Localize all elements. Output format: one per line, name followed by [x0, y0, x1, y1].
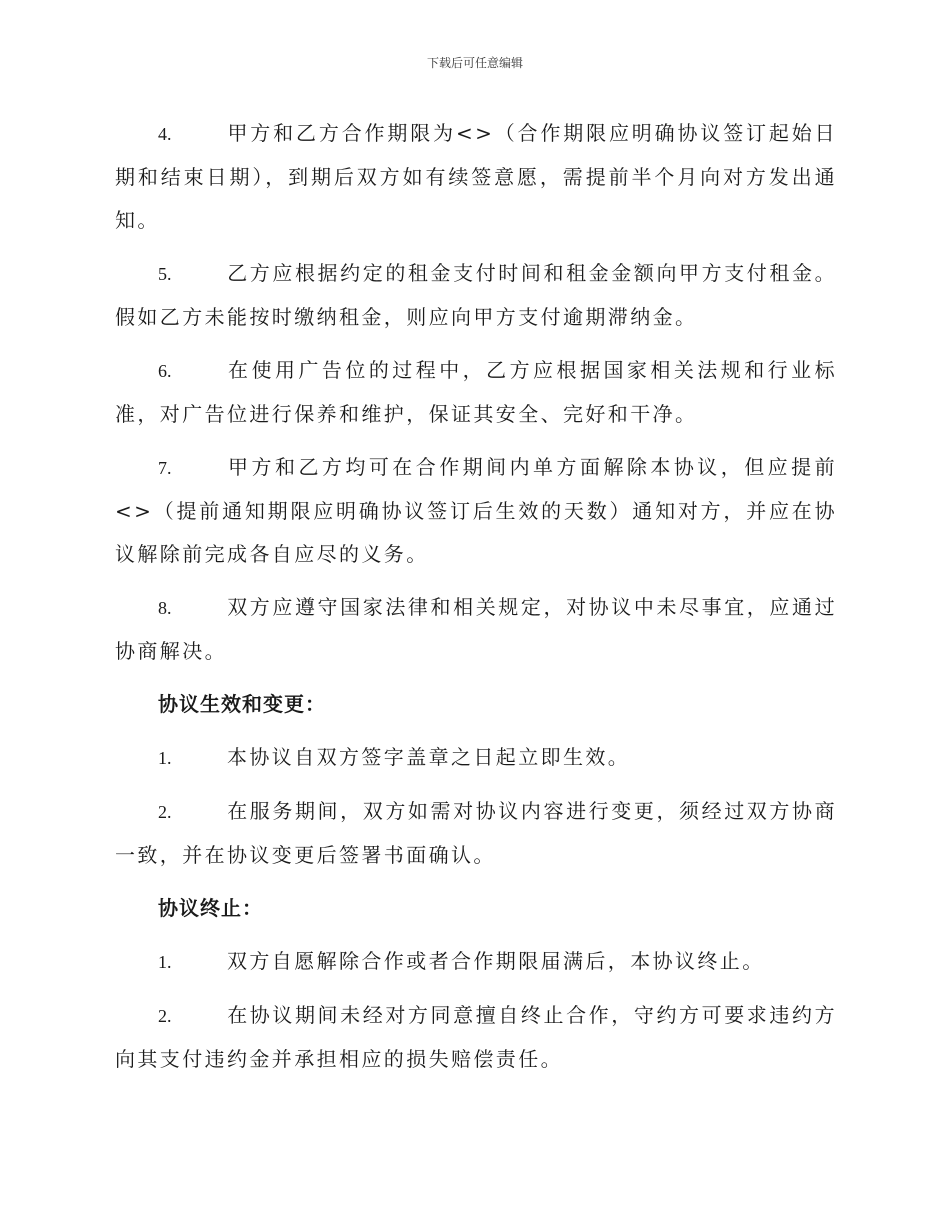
- clause-text: 乙方应根据约定的租金支付时间和租金金额向甲方支付租金。假如乙方未能按时缴纳租金，则应向甲方支付逾期滞纳金。: [115, 261, 837, 329]
- clause-5: [115, 252, 837, 339]
- clause-7: [115, 446, 837, 576]
- termination-clause-2: [115, 994, 837, 1081]
- clause-8: [115, 586, 837, 673]
- clause-text: 双方应遵守国家法律和相关规定，对协议中未尽事宜，应通过协商解决。: [115, 595, 837, 663]
- clause-number: 4.: [158, 124, 172, 144]
- clause-4: [115, 112, 837, 242]
- termination-clause-1: [115, 940, 837, 984]
- clause-number: 2.: [158, 1006, 172, 1026]
- clause-number: 6.: [158, 361, 172, 381]
- section-heading-termination: 协议终止：: [158, 896, 263, 920]
- clause-text: 在协议期间未经对方同意擅自终止合作，守约方可要求违约方向其支付违约金并承担相应的损失赔偿责任。: [115, 1003, 837, 1071]
- clause-text: 在使用广告位的过程中，乙方应根据国家相关法规和行业标准，对广告位进行保养和维护，保证其安全、完好和干净。: [115, 358, 837, 426]
- clause-6: [115, 349, 837, 436]
- clause-number: 2.: [158, 802, 172, 822]
- clause-text: 本协议自双方签字盖章之日起立即生效。: [227, 745, 631, 769]
- clause-number: 7.: [158, 458, 172, 478]
- clause-text: 甲方和乙方均可在合作期间内单方面解除本协议，但应提前<>（提前通知期限应明确协议签订后生效的天数）通知对方，并应在协议解除前完成各自应尽的义务。: [115, 455, 837, 566]
- effect-clause-2: [115, 790, 837, 877]
- clause-text: 在服务期间，双方如需对协议内容进行变更，须经过双方协商一致，并在协议变更后签署书面确认。: [115, 799, 837, 867]
- clause-number: 1.: [158, 952, 172, 972]
- document-body: [115, 112, 837, 1091]
- clause-text: 甲方和乙方合作期限为<>（合作期限应明确协议签订起始日期和结束日期），到期后双方如有续签意愿，需提前半个月向对方发出通知。: [115, 121, 837, 232]
- section-heading-effect-change: 协议生效和变更：: [158, 692, 326, 716]
- clause-number: 1.: [158, 748, 172, 768]
- clause-number: 5.: [158, 264, 172, 284]
- effect-clause-1: [115, 736, 837, 780]
- page-header: 下载后可任意编辑: [426, 56, 523, 70]
- clause-number: 8.: [158, 598, 172, 618]
- clause-text: 双方自愿解除合作或者合作期限届满后，本协议终止。: [227, 949, 765, 973]
